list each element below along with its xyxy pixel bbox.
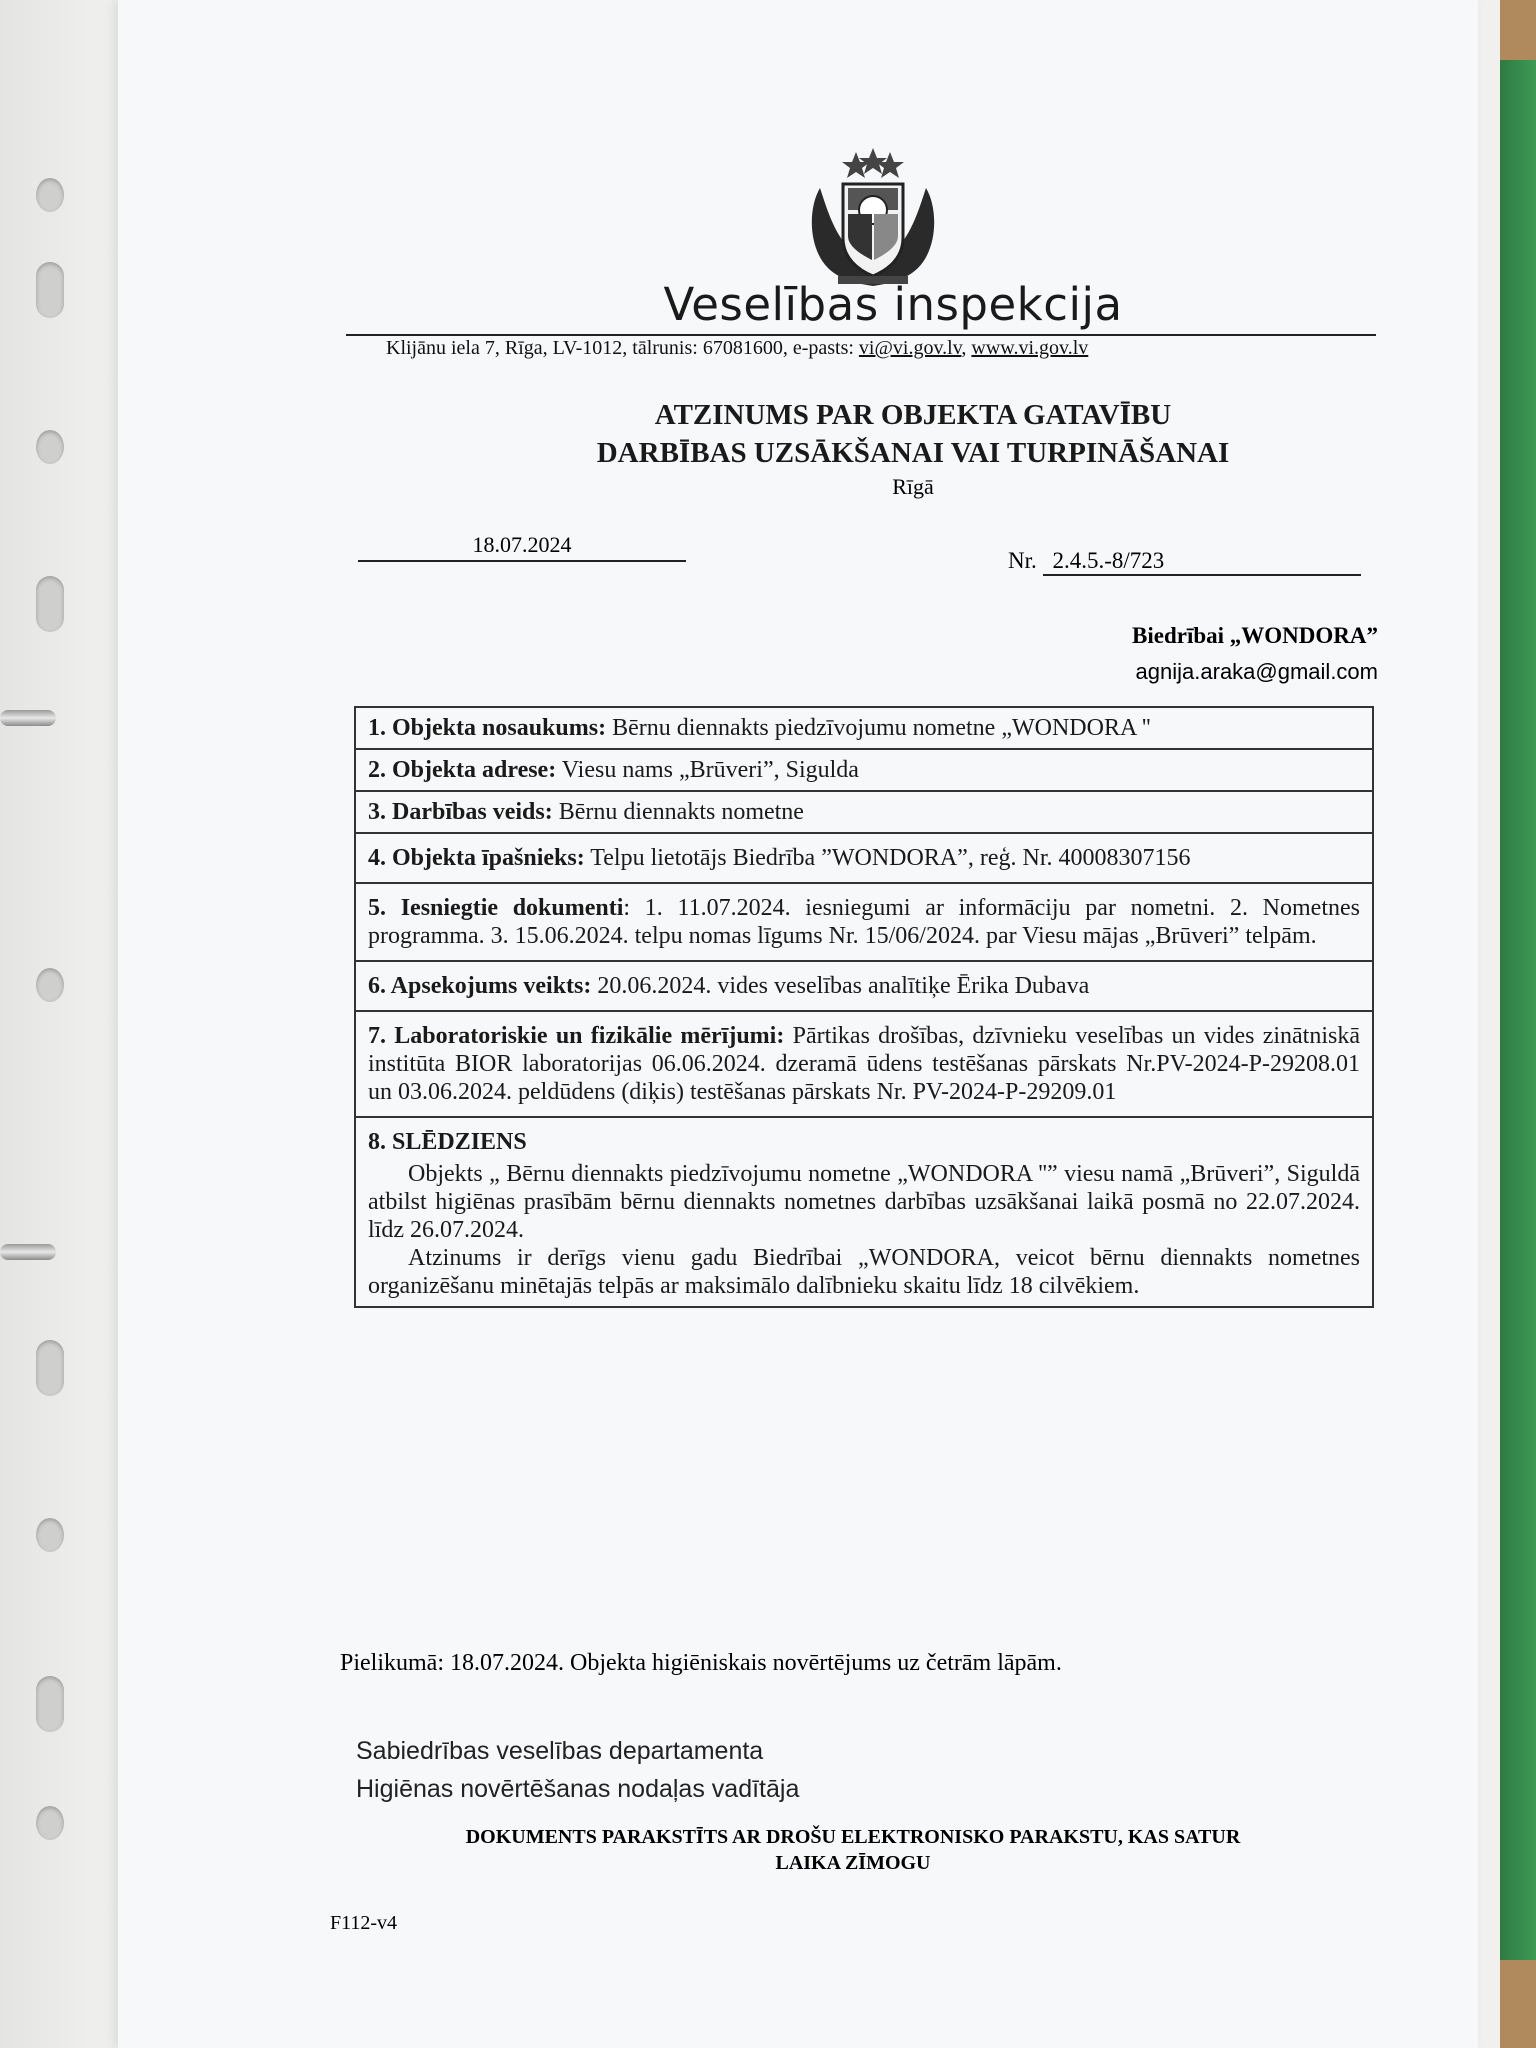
header-rule xyxy=(346,334,1376,336)
conclusion-row xyxy=(356,1118,1372,1306)
row-text: Bērnu diennakts piedzīvojumu nometne „WONDORA '' xyxy=(612,715,1151,741)
row-label: 6. Apsekojums veikts: xyxy=(368,973,592,999)
punch-hole xyxy=(36,576,64,632)
row-label: 2. Objekta adrese: xyxy=(368,757,557,783)
nr-value: 2.4.5.-8/723 xyxy=(1043,548,1361,576)
binder-ring xyxy=(0,1244,56,1260)
table-row xyxy=(356,708,1372,750)
signature-block xyxy=(356,1732,799,1808)
form-code: F112-v4 xyxy=(330,1912,398,1934)
conclusion-paragraph: Atzinums ir derīgs vienu gadu Biedrībai „WONDORA, veicot bērnu diennakts nometnes organizēšanu minētajās telpās ar maksimālo dalībnieku skaitu līdz 18 cilvēkiem. xyxy=(368,1245,1360,1299)
row-label: 4. Objekta īpašnieks: xyxy=(368,845,585,871)
row-label: 3. Darbības veids: xyxy=(368,799,553,825)
coat-of-arms-icon xyxy=(798,148,948,298)
row-text: : 1. 11.07.2024. iesniegumi ar informāciju par nometni. 2. Nometnes programma. 3. 15.06.2024. telpu nomas līgums Nr. 15/06/2024. par Viesu mājas „Brūveri” telpām. xyxy=(368,895,1360,949)
table-row xyxy=(356,962,1372,1012)
row-text: Bērnu diennakts nometne xyxy=(558,799,804,825)
punch-hole xyxy=(36,262,64,318)
document-date: 18.07.2024 xyxy=(358,532,686,562)
title-line-2: DARBĪBAS UZSĀKŠANAI VAI TURPINĀŠANAI xyxy=(596,437,1230,469)
details-table xyxy=(354,706,1374,1308)
document-title xyxy=(118,396,1478,472)
signature-line-1: Sabiedrības veselības departamenta xyxy=(356,1737,764,1765)
recipient-email: agnija.araka@gmail.com xyxy=(1135,659,1378,684)
row-label: 7. Laboratoriskie un fizikālie mērījumi: xyxy=(368,1023,785,1049)
organization-name: Veselības inspekcija xyxy=(663,278,1123,331)
binder-ring xyxy=(0,710,56,726)
recipient-block xyxy=(1132,618,1378,690)
row-text: Telpu lietotājs Biedrība ”WONDORA”, reģ. Nr. 40008307156 xyxy=(590,845,1191,871)
recipient-name: Biedrībai „WONDORA” xyxy=(1132,623,1378,648)
separator-text: , xyxy=(961,337,967,359)
punch-hole xyxy=(36,1676,64,1732)
title-line-1: ATZINUMS PAR OBJEKTA GATAVĪBU xyxy=(654,399,1172,431)
contact-line xyxy=(386,337,1088,360)
table-row xyxy=(356,884,1372,962)
punch-hole xyxy=(36,968,64,1002)
notice-line-2: LAIKA ZĪMOGU xyxy=(775,1852,931,1874)
signature-line-2: Higiēnas novērtēšanas nodaļas vadītāja xyxy=(356,1775,800,1803)
punch-hole xyxy=(36,1518,64,1552)
table-row xyxy=(356,1012,1372,1118)
punch-hole xyxy=(36,430,64,464)
row-text: 20.06.2024. vides veselības analītiķe Ērika Dubava xyxy=(597,973,1090,999)
conclusion-paragraph: Objekts „ Bērnu diennakts piedzīvojumu nometne „WONDORA ''” viesu namā „Brūveri”, Siguldā atbilst higiēnas prasībām bērnu diennakts nometnes darbības uzsākšanai laikā posmā no 22.07.2024. līdz 26.07.2024. xyxy=(368,1161,1360,1243)
row-text: Pārtikas drošības, dzīvnieku veselības un vides zinātniskā institūta BIOR laboratorijas 06.06.2024. dzeramā ūdens testēšanas pārskats Nr.PV-2024-P-29208.01 un 03.06.2024. peldūdens (diķis) testēšanas pārskats Nr. PV-2024-P-29209.01 xyxy=(368,1023,1361,1105)
document-page xyxy=(118,0,1478,2048)
email-link[interactable]: vi@vi.gov.lv xyxy=(858,337,962,359)
address-text: Klijānu iela 7, Rīga, LV-1012, tālrunis: 67081600, e-pasts: xyxy=(386,337,854,359)
attachment-note: Pielikumā: 18.07.2024. Objekta higiēniskais novērtējums uz četrām lāpām. xyxy=(340,1650,1062,1676)
website-link[interactable]: www.vi.gov.lv xyxy=(971,337,1089,359)
binder-cover-edge xyxy=(1500,60,1536,1960)
nr-label: Nr. xyxy=(1008,548,1037,573)
table-row xyxy=(356,792,1372,834)
row-label: 5. Iesniegtie dokumenti xyxy=(368,895,624,921)
notice-line-1: DOKUMENTS PARAKSTĪTS AR DROŠU ELEKTRONISKO PARAKSTU, KAS SATUR xyxy=(465,1826,1241,1848)
esignature-notice xyxy=(348,1824,1358,1876)
conclusion-title: 8. SLĒDZIENS xyxy=(368,1129,527,1155)
document-number xyxy=(1008,548,1361,576)
city-text: Rīgā xyxy=(892,474,934,499)
row-text: Viesu nams „Brūveri”, Sigulda xyxy=(561,757,859,783)
punch-hole xyxy=(36,1340,64,1396)
table-row xyxy=(356,750,1372,792)
row-label: 1. Objekta nosaukums: xyxy=(368,715,607,741)
table-row xyxy=(356,834,1372,884)
punch-hole xyxy=(36,178,64,212)
punch-hole xyxy=(36,1806,64,1840)
